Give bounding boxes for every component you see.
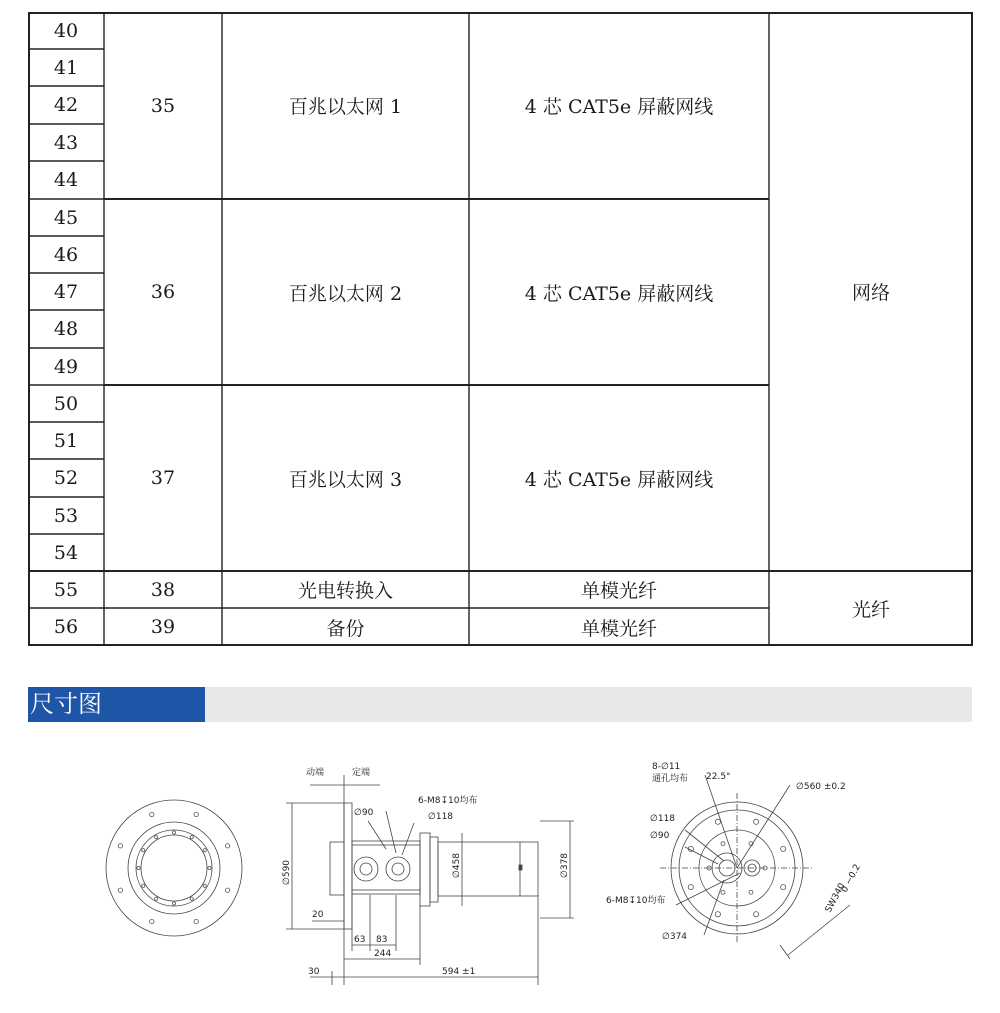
line-number-cell: 45 [53, 206, 79, 229]
line-number-cell: 54 [53, 541, 79, 564]
front-view-drawing [106, 800, 242, 936]
dim-end-m8: 6-M8↧10均布 [606, 896, 666, 906]
dim-m8: 6-M8↧10均布 [418, 796, 478, 806]
line-number-cell: 42 [53, 94, 79, 116]
end-view-labels [606, 762, 863, 942]
dim-end-d90: ∅90 [650, 831, 670, 841]
side-view-labels [282, 766, 570, 977]
line-number-cell: 48 [53, 318, 79, 340]
dimension-drawings [0, 745, 1000, 1005]
category-network: 网络 [851, 282, 890, 304]
category-fiber: 光纤 [851, 599, 890, 621]
group-wire-36: 4 芯 CAT5e 屏蔽网线 [524, 282, 714, 305]
line-number-cell: 43 [53, 131, 79, 154]
line-number-cell: 56 [53, 616, 79, 638]
dim-d374: ∅374 [662, 932, 688, 942]
side-view-drawing [286, 775, 574, 985]
dim-w20: 20 [312, 910, 324, 920]
group-name-37: 百兆以太网 3 [288, 468, 403, 491]
line-number-cell: 53 [53, 504, 79, 527]
dim-length: 594 ±1 [442, 967, 476, 977]
dim-sw-tol: 0 −0.2 [839, 862, 863, 895]
group-wire-35: 4 芯 CAT5e 屏蔽网线 [524, 96, 714, 118]
dim-end-d118: ∅118 [650, 814, 676, 824]
dim-d560: ∅560 ±0.2 [796, 782, 846, 792]
line-number-cell: 50 [53, 392, 79, 415]
line-number-cell: 46 [53, 243, 79, 266]
group-name-39: 备份 [326, 617, 365, 640]
dim-d90: ∅90 [354, 808, 374, 818]
dim-w63: 63 [354, 935, 366, 945]
group-wire-37: 4 芯 CAT5e 屏蔽网线 [524, 468, 714, 491]
line-number-cell: 44 [53, 169, 79, 191]
group-name-38: 光电转换入 [297, 580, 393, 602]
label-moving-end: 动端 [306, 768, 325, 778]
dim-d458: ∅458 [452, 852, 462, 878]
group-name-35: 百兆以太网 1 [288, 96, 403, 118]
line-number-cell: 47 [53, 280, 79, 303]
line-number-cell: 51 [53, 429, 79, 452]
group-no-38: 38 [150, 578, 176, 601]
dim-d118: ∅118 [428, 812, 454, 822]
group-no-36: 36 [150, 281, 176, 303]
label-fixed-end: 定端 [352, 768, 371, 778]
group-wire-39: 单模光纤 [580, 617, 657, 640]
dim-holes-note: 通孔均布 [652, 774, 689, 784]
group-no-37: 37 [150, 467, 176, 489]
dim-sw: SW340 [823, 881, 848, 915]
section-title: 尺寸图 [28, 687, 205, 722]
dim-w244: 244 [374, 949, 392, 959]
group-wire-38: 单模光纤 [580, 580, 657, 602]
dim-d590: ∅590 [282, 859, 292, 885]
group-no-39: 39 [150, 616, 176, 638]
line-number-cell: 49 [53, 355, 79, 378]
line-number-cell: 40 [53, 19, 79, 42]
group-no-35: 35 [150, 94, 176, 117]
line-number-cell: 41 [53, 56, 79, 79]
dim-holes: 8-∅11 [652, 762, 681, 772]
dim-d378: ∅378 [560, 852, 570, 878]
line-number-cell: 52 [53, 467, 79, 489]
line-number-cell: 55 [53, 578, 79, 601]
dim-w30: 30 [308, 967, 320, 977]
group-name-36: 百兆以太网 2 [288, 282, 403, 305]
dim-w83: 83 [376, 935, 388, 945]
end-view-drawing [660, 775, 850, 959]
port-table [28, 12, 973, 646]
dim-angle: 22.5° [706, 772, 731, 782]
